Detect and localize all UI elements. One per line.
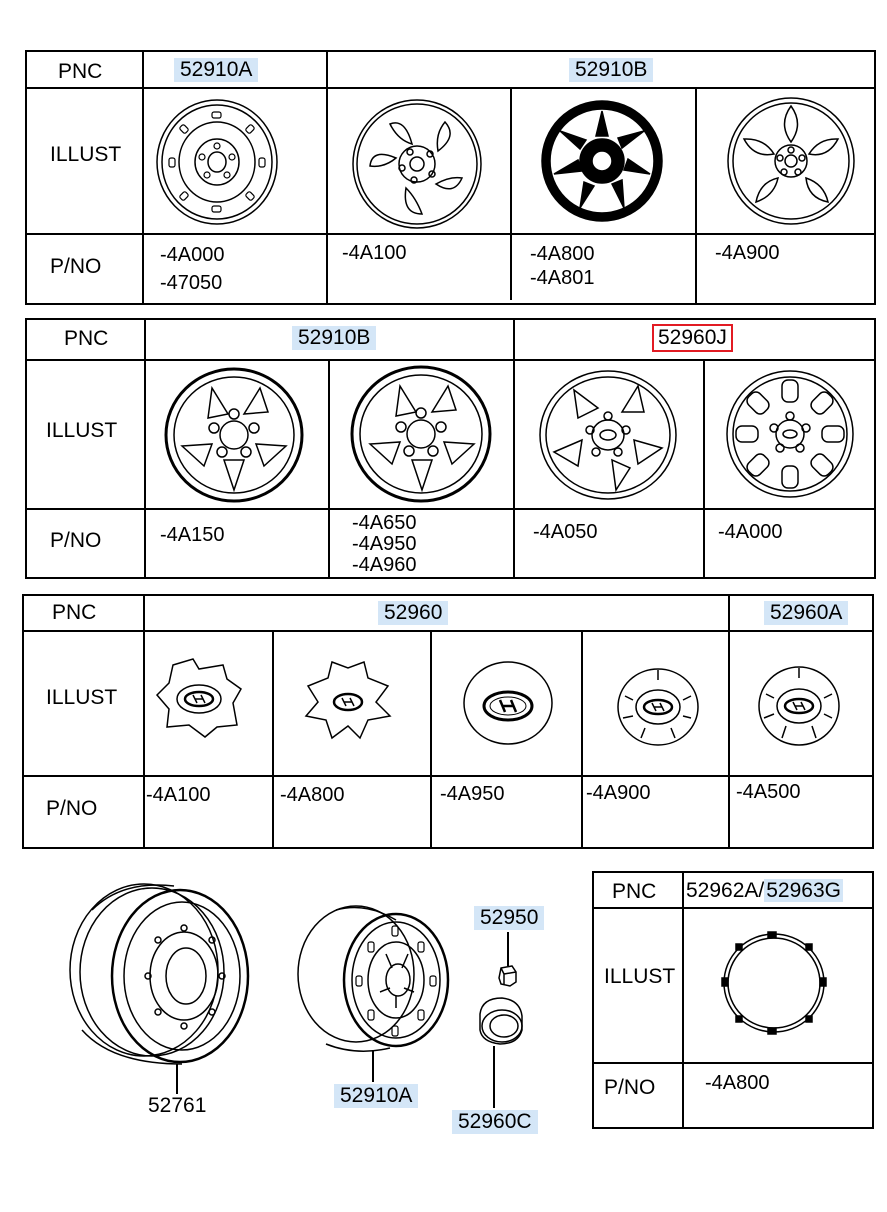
alloy-wheel-icon[interactable]	[724, 94, 859, 229]
callout-wheel[interactable]: 52910A	[334, 1084, 418, 1108]
part-number[interactable]: -4A100	[146, 784, 211, 806]
illust-label: ILLUST	[50, 143, 122, 166]
pnc-code-selected[interactable]: 52960J	[652, 324, 733, 352]
wheel-cover-icon[interactable]	[538, 368, 678, 502]
pnc-label: PNC	[64, 327, 109, 350]
pnc-code-link[interactable]: 52910A	[174, 58, 258, 82]
hub-cap-icon[interactable]	[615, 666, 701, 748]
lug-nut-icon[interactable]	[496, 964, 520, 988]
pnc-code-link[interactable]: 52960A	[764, 601, 848, 625]
pnc-code-link[interactable]: 52910B	[569, 58, 653, 82]
part-number[interactable]: -4A801	[530, 267, 595, 289]
trim-ring-icon[interactable]	[720, 930, 828, 1036]
pnc-code-a[interactable]: 52962A/	[686, 879, 765, 902]
brake-drum-icon[interactable]	[62, 880, 252, 1070]
alloy-wheel-icon[interactable]	[540, 96, 665, 226]
part-number[interactable]: -4A900	[715, 242, 780, 264]
part-number[interactable]: -4A000	[160, 244, 225, 266]
pno-label: P/NO	[46, 797, 98, 820]
illust-label: ILLUST	[46, 419, 118, 442]
wheel-cover-icon[interactable]	[724, 368, 856, 500]
pno-label: P/NO	[50, 529, 102, 552]
part-number[interactable]: -4A100	[342, 242, 407, 264]
alloy-wheel-icon[interactable]	[350, 96, 485, 231]
part-number[interactable]: -4A050	[533, 521, 598, 543]
callout-cap[interactable]: 52960C	[452, 1110, 538, 1134]
pnc-code-b[interactable]: 52963G	[766, 879, 841, 902]
part-number[interactable]: -4A800	[705, 1072, 770, 1094]
part-number[interactable]: -4A500	[736, 781, 801, 803]
pnc-code-link[interactable]: 52960	[378, 601, 448, 625]
pno-label: P/NO	[604, 1076, 656, 1099]
hub-cap-icon[interactable]	[155, 655, 245, 739]
part-number[interactable]: -47050	[160, 272, 223, 294]
hub-cap-icon[interactable]	[462, 660, 554, 746]
hub-cap-icon[interactable]	[756, 664, 842, 748]
hub-cap-icon[interactable]	[302, 658, 394, 742]
illust-label: ILLUST	[46, 686, 118, 709]
alloy-wheel-icon[interactable]	[164, 366, 304, 504]
pnc-code-link[interactable]: 52910B	[292, 326, 376, 350]
part-number[interactable]: -4A150	[160, 524, 225, 546]
pnc-label: PNC	[52, 601, 97, 624]
pnc-code-link[interactable]	[686, 879, 843, 903]
part-number[interactable]: -4A800	[280, 784, 345, 806]
illust-label: ILLUST	[604, 965, 676, 988]
part-number[interactable]: -4A960	[352, 554, 417, 576]
part-number[interactable]: -4A950	[440, 783, 505, 805]
callout-nut[interactable]: 52950	[474, 906, 544, 930]
callout-brake-drum[interactable]: 52761	[148, 1094, 207, 1117]
part-number[interactable]: -4A900	[586, 782, 651, 804]
part-number[interactable]: -4A800	[530, 243, 595, 265]
pnc-label: PNC	[612, 880, 657, 903]
center-cap-icon[interactable]	[472, 994, 528, 1048]
pno-label: P/NO	[50, 255, 102, 278]
alloy-wheel-icon[interactable]	[350, 364, 492, 504]
steel-wheel-icon[interactable]	[152, 96, 282, 228]
part-number[interactable]: -4A000	[718, 521, 783, 543]
pnc-label: PNC	[58, 60, 103, 83]
part-number[interactable]: -4A650	[352, 512, 417, 534]
steel-wheel-icon[interactable]	[296, 904, 456, 1054]
part-number[interactable]: -4A950	[352, 533, 417, 555]
